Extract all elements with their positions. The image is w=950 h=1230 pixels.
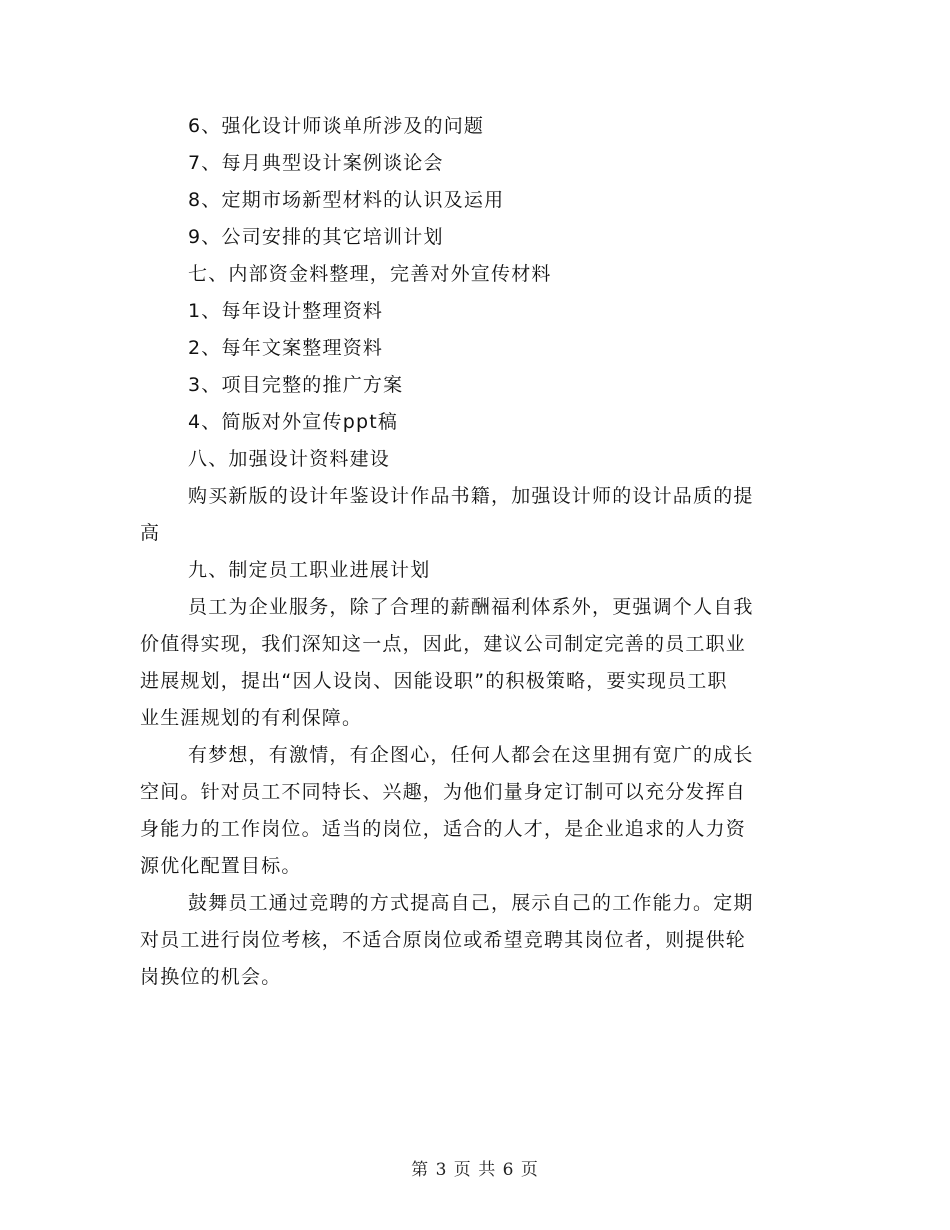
list-item: 7、每月典型设计案例谈论会 (188, 152, 444, 174)
paragraph-line: 对员工进行岗位考核，不适合原岗位或希望竞聘其岗位者，则提供轮 (140, 929, 747, 951)
paragraph-line: 空间。针对员工不同特长、兴趣，为他们量身定订制可以充分发挥自 (140, 781, 747, 803)
section-heading-7: 七、内部资金料整理，完善对外宣传材料 (188, 263, 552, 285)
list-item: 3、项目完整的推广方案 (188, 374, 404, 396)
list-item: 9、公司安排的其它培训计划 (188, 226, 444, 248)
paragraph-line: 进展规划，提出“因人设岗、因能设职”的积极策略，要实现员工职 (140, 670, 728, 692)
list-item: 8、定期市场新型材料的认识及运用 (188, 189, 505, 211)
paragraph-design-books (140, 478, 805, 552)
list-item: 4、简版对外宣传ppt稿 (188, 411, 399, 433)
section-heading-8: 八、加强设计资料建设 (188, 448, 391, 470)
paragraph-line: 源优化配置目标。 (140, 855, 302, 877)
paragraph-employee-service (140, 589, 805, 737)
paragraph-line: 有梦想，有激情，有企图心，任何人都会在这里拥有宽广的成长 (188, 744, 754, 766)
paragraph-job-rotation (140, 885, 805, 996)
document-body (140, 108, 805, 996)
paragraph-line: 岗换位的机会。 (140, 966, 282, 988)
paragraph-line: 鼓舞员工通过竞聘的方式提高自己，展示自己的工作能力。定期 (188, 892, 754, 914)
section-heading-9: 九、制定员工职业进展计划 (188, 559, 431, 581)
paragraph-line: 员工为企业服务，除了合理的薪酬福利体系外，更强调个人自我 (188, 596, 754, 618)
paragraph-line: 价值得实现，我们深知这一点，因此，建议公司制定完善的员工职业 (140, 633, 747, 655)
paragraph-line: 身能力的工作岗位。适当的岗位，适合的人才，是企业追求的人力资 (140, 818, 747, 840)
list-item: 2、每年文案整理资料 (188, 337, 384, 359)
paragraph-line: 高 (140, 522, 161, 544)
paragraph-growth-space (140, 737, 805, 885)
page-number-footer: 第 3 页 共 6 页 (411, 1160, 539, 1180)
list-item: 1、每年设计整理资料 (188, 300, 384, 322)
list-item: 6、强化设计师谈单所涉及的问题 (188, 115, 485, 137)
paragraph-line: 业生涯规划的有利保障。 (140, 707, 363, 729)
paragraph-line: 购买新版的设计年鉴设计作品书籍，加强设计师的设计品质的提 (188, 485, 754, 507)
